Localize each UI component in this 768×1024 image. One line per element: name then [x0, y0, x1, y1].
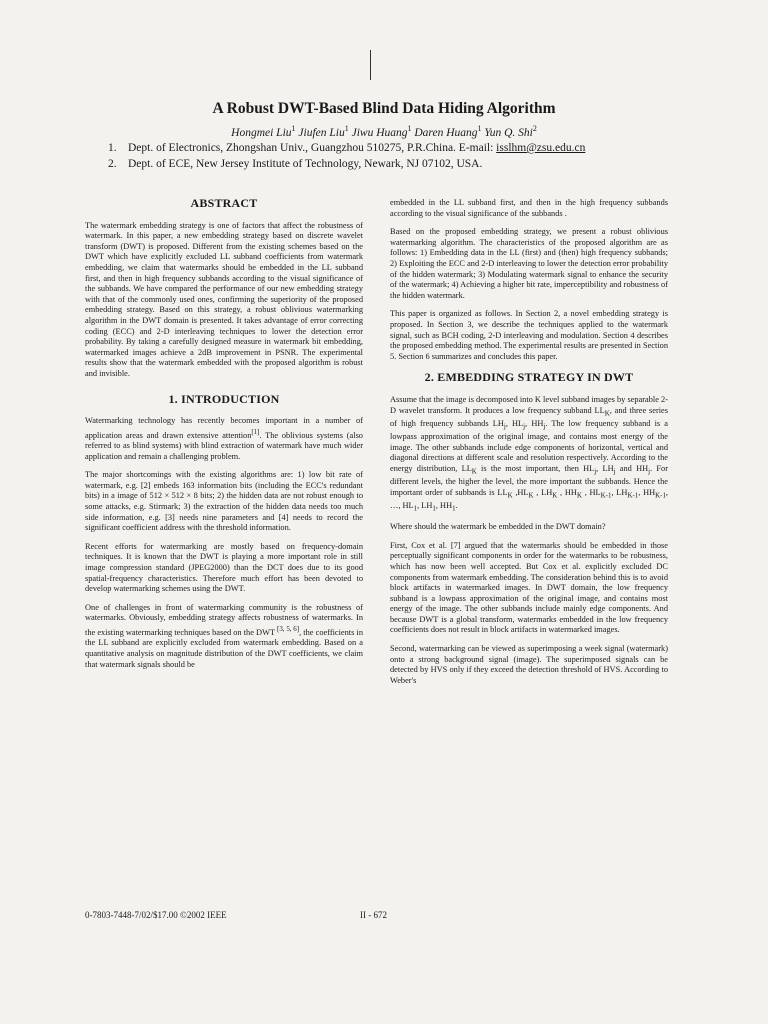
paragraph-text: . The oblivious systems (also referred to as blind systems) with blind extraction of watermark have much wider application and remain a challenging problem.: [85, 430, 363, 461]
author-affil-mark: 1: [407, 124, 412, 133]
paragraph-text: . For different levels, the higher the level, the more important the subbands. Hence the important order of subbands is: [390, 463, 668, 497]
abstract-paragraph: The watermark embedding strategy is one of factors that affect the robustness of watermark. In this paper, a new embedding strategy based on discrete wavelet transform (DWT) is proposed. Different from the existing schemes based on the DWT which have explicitly excluded LL subband coefficients from watermark embedding, we claim that watermarks should be embedded in the LL subband first, and then in high frequency subbands according to the visual significance of the subbands. We have compared the performance of our new embedding strategy with that of the commonly used ones, confirming the superiority of the proposed embedding strategy. Based on this strategy, a robust oblivious watermarking algorithm in the DWT domain is presented. It takes advantage of error correcting coding (ECC) and 2-D interleaving techniques to lower the detection error probability. By taking a carefully designed measure in watermark bit embedding, watermarked images achieve a 2dB improvement in PSNR. The experimental results show that the watermark embedded with the proposed algorithm is robust and invisible.: [85, 220, 363, 378]
paragraph-text: Watermarking technology has recently becomes important in a number of application areas and drawn extensive attention: [85, 416, 363, 440]
paragraph-text: Assume that the image is decomposed into K level subband images by separable 2-D wavelet transform. It produces a low frequency subband: [390, 394, 668, 415]
author-affil-mark: 1: [477, 124, 482, 133]
author-affil-mark: 1: [344, 124, 349, 133]
affiliation-2: [108, 158, 482, 170]
body-paragraph: embedded in the LL subband first, and then in the high frequency subbands according to the visual significance of the subbands .: [390, 198, 668, 218]
author-name: Yun Q. Shi: [484, 126, 533, 139]
affiliation-number: 1.: [108, 142, 117, 154]
paragraph-text: The major shortcomings with the existing algorithms are: 1) low bit rate of watermark, e.g. [2] embeds 163 information bits (including the ECC's redundant bits) in a image of: [85, 470, 363, 501]
scan-mark: [370, 50, 371, 72]
body-paragraph: Assume that the image is decomposed into K level subband images by separable 2-D wavelet transform. It produces a low frequency subband $LL_K$, and three series of high frequency subbands $LH_j$, $HL_j$, $HH_j$. The low frequency subband is a lowpass approximation of the original image, and contains most energy of the image. The other subbands include edge components of horizontal, vertical and diagonal directions at different scale and resolution respectively. According to the energy distribution, $LL_K$ is the most important, then $HL_j$, $LH_j$ and $HH_j$. For different levels, the higher the level, the more important the subbands. Hence the important order of subbands is $LL_K$ $,HL_K$ , $LH_K$ , $HH_K$ , $HL_{K-1}$, $LH_{K-1}$, $HH_{K-1}$, …, $HL_1$, $LH_1$, $HH_1$.: [390, 394, 669, 513]
section-2-heading: 2. EMBEDDING STRATEGY IN DWT: [424, 370, 634, 385]
affiliation-1: [108, 142, 585, 154]
citation: [1]: [251, 427, 260, 436]
paragraph-text: bits; 2) the hidden data are not robust enough to some attacks, e.g. Stirmark; 3) the extraction of the hidden data needs too much side information, e.g. [3] needs nine parameters and [4] needs to record the significant coefficient address with the threshold information.: [85, 491, 363, 533]
intro-paragraph: [85, 470, 363, 534]
author-name: Daren Huang: [414, 126, 478, 139]
image-dimensions: 512 × 512 × 8: [149, 491, 198, 501]
page-number: II - 672: [360, 910, 387, 920]
paragraph-text: One of challenges in front of watermarking community is the robustness of watermarks. Obviously, embedding strategy affects robustness of watermarks. In the existing watermarking techniques based on the DWT: [85, 602, 363, 637]
body-paragraph: Second, watermarking can be viewed as superimposing a week signal (watermark) onto a strong background signal (image). The superimposed signals can be detected by HVS only if they exceed the detection threshold of HVS. According to Weber's: [390, 644, 668, 685]
intro-paragraph: [85, 416, 363, 462]
author-name: Jiwu Huang: [351, 126, 408, 139]
paragraph-text: , the coefficients in the LL subband are explicitly excluded from watermark embedding. Based on a quantitative analysis on magnitude distribution of the DWT coefficients, we claim that watermark signals should be: [85, 627, 363, 669]
paragraph-text: , and three series of high frequency subbands: [390, 405, 668, 428]
email-link[interactable]: isslhm@zsu.edu.cn: [496, 142, 586, 154]
intro-paragraph: Recent efforts for watermarking are mostly based on frequency-domain techniques. It is known that the DWT is playing a more important role in still image compression standard (JPEG2000) than the DCT does due to its good spatial-frequency characteristics. Therefore much effort has been devoted to develop watermarking schemes using the DWT.: [85, 541, 363, 594]
author-name: Jiufen Liu: [298, 126, 345, 139]
body-paragraph: Where should the watermark be embedded in the DWT domain?: [390, 522, 606, 532]
subband-label: LL: [594, 405, 605, 415]
affiliation-text: Dept. of ECE, New Jersey Institute of Technology, Newark, NJ 07102, USA.: [128, 158, 483, 170]
citation: [3, 5, 6]: [277, 624, 300, 633]
body-paragraph: This paper is organized as follows. In Section 2, a novel embedding strategy is proposed. In Section 3, we describe the techniques applied to the watermark signal, such as BCH coding, 2-D interleaving and modulation. Section 4 describes the proposed embedding method. The experimental results are presented in Section 5. Section 6 summarizes and concludes this paper.: [390, 309, 668, 361]
right-column: [390, 198, 668, 694]
abstract-heading: ABSTRACT: [190, 196, 258, 210]
copyright-notice: 0-7803-7448-7/02/$17.00 ©2002 IEEE: [85, 910, 227, 920]
author-name: Hongmei Liu: [231, 126, 292, 139]
body-paragraph: Based on the proposed embedding strategy, we present a robust oblivious watermarking algorithm. The characteristics of the proposed algorithm are as follows: 1) Embedding data in the LL (first) and (then) high frequency subbands; 2) Exploiting the ECC and 2-D interleaving to lower the detection error probability of the hidden watermark; 3) Modulating watermark signal to enhance the security of the watermark; 4) Achieving a higher bit rate, imperceptibility and robustness of the hidden watermark.: [390, 227, 668, 300]
affiliation-text: Dept. of Electronics, Zhongshan Univ., Guangzhou 510275, P.R.China. E-mail:: [128, 142, 497, 154]
scan-mark: [370, 72, 371, 80]
body-paragraph: First, Cox et al. [7] argued that the watermarks should be embedded in those perceptually significant components in order for the watermarks to be robustness, which has now been well accepted. But Cox et al. explicitly excluded DC components from watermark embedding. The consideration behind this is to avoid block artifacts in watermarked images. In DWT domain, the low frequency subband is a lowpass approximation of the original image, and contains most energy of the image. The other subbands include mainly edge components. And because DWT is a global transform, watermarks embedded in the low frequency coefficients does not result in block artifacts in watermarked images.: [390, 540, 668, 635]
affiliation-number: 2.: [108, 158, 117, 170]
subband-subscript: K: [604, 409, 610, 418]
subband-order: $LL_K$ $,HL_K$ , $LH_K$ , $HH_K$ , $HL_{K-1}$, $LH_{K-1}$, $HH_{K-1}$, …, $HL_1$, $LH_1$, $HH_1$.: [390, 487, 669, 513]
paragraph-text: . The low frequency subband is a lowpass approximation of the original image, and contains most energy of the image. The other subbands include edge components of horizontal, vertical and diagonal directions at different scale and resolution respectively. According to the energy distribution,: [390, 418, 669, 473]
author-affil-mark: 1: [291, 124, 296, 133]
paper-title: A Robust DWT-Based Blind Data Hiding Algorithm: [212, 100, 556, 117]
author-list: [0, 124, 768, 139]
introduction-heading: 1. INTRODUCTION: [168, 391, 280, 406]
left-column: [85, 198, 363, 678]
intro-paragraph: [85, 603, 363, 670]
author-affil-mark: 2: [532, 124, 537, 133]
paragraph-text: is the most important, then: [476, 463, 584, 473]
